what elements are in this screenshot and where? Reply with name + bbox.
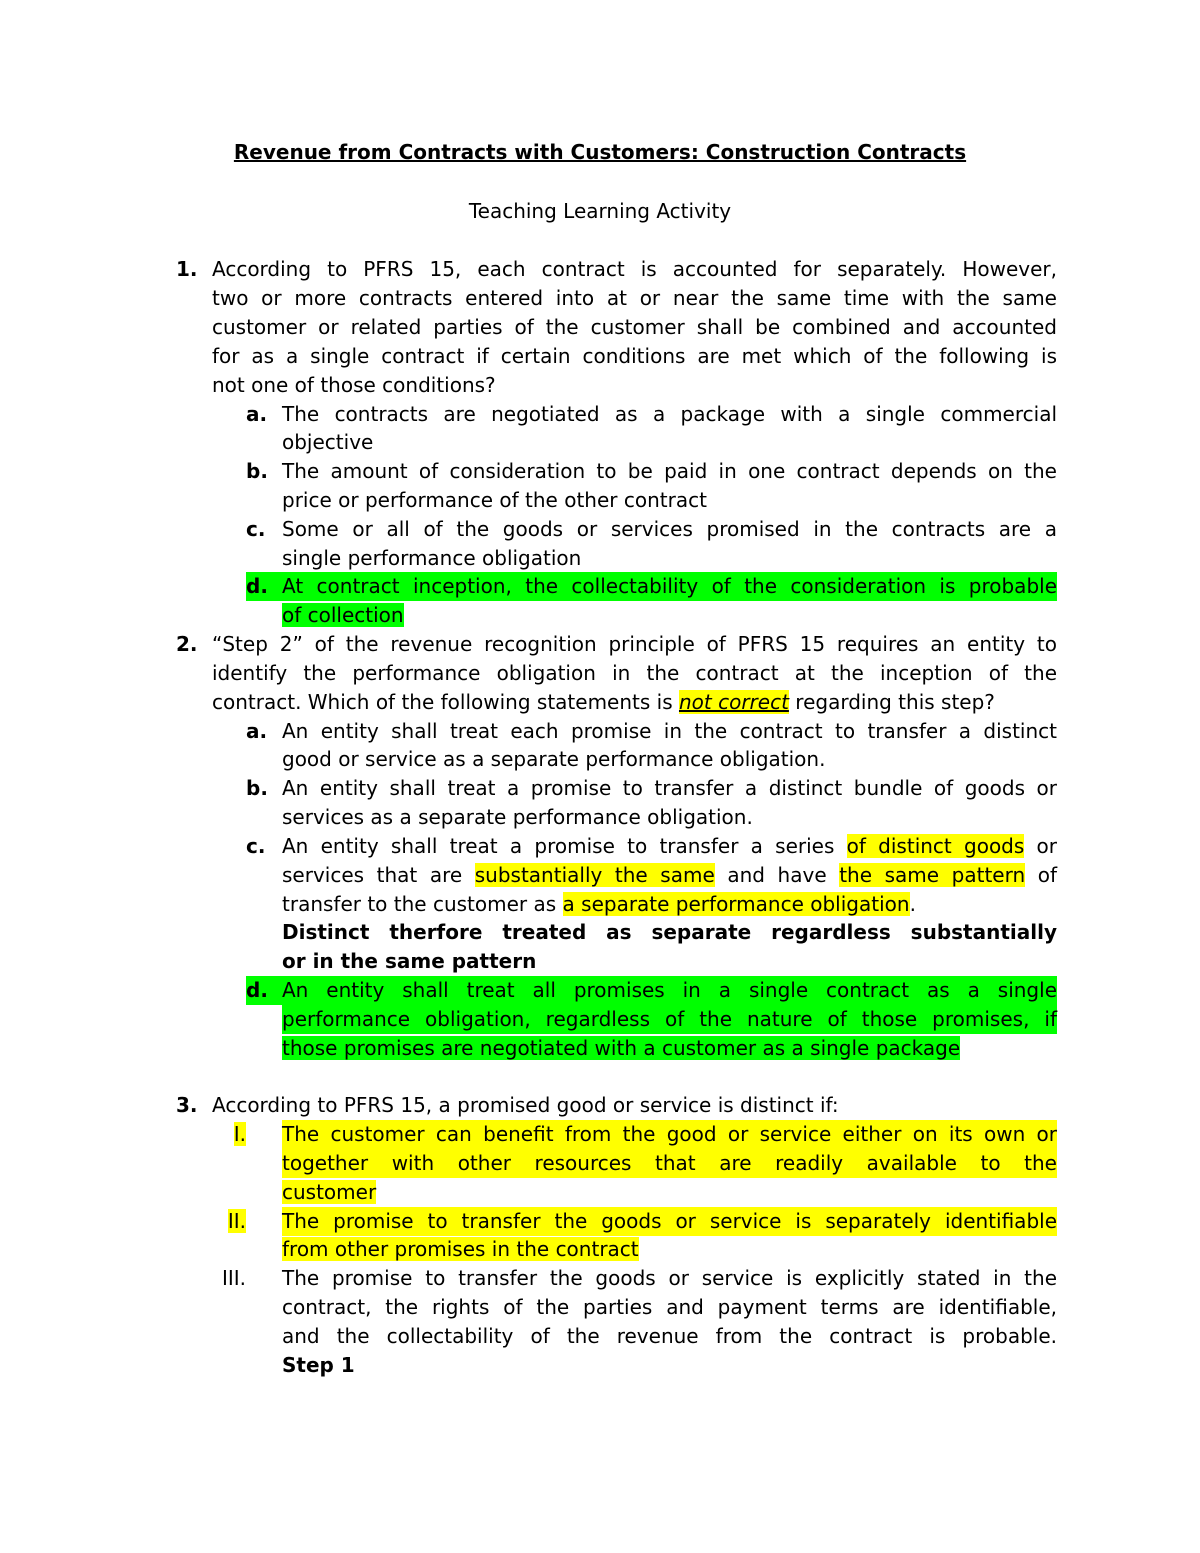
option-letter: b. — [246, 459, 268, 483]
question-text-line: According to PFRS 15, a promised good or service is distinct if: — [212, 1093, 839, 1117]
annotation-note: or in the same pattern — [282, 949, 537, 973]
highlighted-text: a separate performance obligation — [562, 892, 910, 916]
text-run: regarding this step? — [788, 690, 995, 714]
highlighted-text: from other promises in the contract — [282, 1237, 639, 1261]
highlighted-text: II. — [227, 1209, 246, 1233]
option-text-line — [282, 861, 1057, 890]
statement-text-line: The customer can benefit from the good or service either on its own or — [282, 1120, 1057, 1149]
answer-option-text-line — [282, 1034, 960, 1063]
highlighted-text: I. — [233, 1122, 246, 1146]
document-subtitle: Teaching Learning Activity — [468, 199, 732, 223]
question-text-line: for as a single contract if certain conditions are met which of the following is — [212, 344, 1057, 368]
highlighted-text: of collection — [282, 603, 404, 627]
option-letter: a. — [246, 402, 268, 426]
statement-text-line: The promise to transfer the goods or service is explicitly stated in the — [282, 1266, 1057, 1290]
option-text-line: An entity shall treat each promise in the contract to transfer a distinct — [282, 719, 1057, 743]
highlighted-text: substantially the same — [474, 863, 715, 887]
highlighted-text: the same pattern — [839, 863, 1026, 887]
text-run: An entity shall treat a promise to transfer a series — [282, 834, 847, 858]
roman-numeral: III. — [221, 1266, 246, 1290]
answer-option-letter: d. — [246, 976, 282, 1005]
option-text-line: Some or all of the goods or services promised in the contracts are a — [282, 517, 1057, 541]
statement-text-line: The promise to transfer the goods or service is separately identifiable — [282, 1207, 1057, 1236]
statement-text-line: and the collectability of the revenue from the contract is probable. — [282, 1324, 1057, 1348]
question-text-line: identify the performance obligation in the contract at the inception of the — [212, 661, 1057, 685]
option-letter: c. — [246, 834, 266, 858]
answer-option-text-line — [282, 601, 404, 630]
option-text-line: An entity shall treat a promise to transfer a distinct bundle of goods or — [282, 776, 1057, 800]
annotation-note: Step 1 — [282, 1353, 355, 1377]
text-run: transfer to the customer as — [282, 892, 563, 916]
text-run: or — [1024, 834, 1058, 858]
option-letter: c. — [246, 517, 266, 541]
option-letter: b. — [246, 776, 268, 800]
emphasized-text: not correct — [678, 690, 789, 714]
option-text-line — [282, 890, 1057, 919]
roman-numeral — [198, 1120, 246, 1149]
option-text-line: good or service as a separate performance obligation. — [282, 747, 826, 771]
option-letter: a. — [246, 719, 268, 743]
text-run: contract. Which of the following statements is — [212, 690, 679, 714]
option-text-line: price or performance of the other contract — [282, 488, 707, 512]
statement-text-line: together with other resources that are readily available to the — [282, 1149, 1057, 1178]
statement-text-line: contract, the rights of the parties and payment terms are identifiable, — [282, 1295, 1057, 1319]
option-text-line: The contracts are negotiated as a package with a single commercial — [282, 402, 1057, 426]
option-text-line: The amount of consideration to be paid in one contract depends on the — [282, 459, 1057, 483]
question-text-line — [212, 688, 1057, 717]
text-run: of — [1025, 863, 1057, 887]
question-number: 1. — [176, 257, 198, 281]
option-text-line: objective — [282, 430, 374, 454]
answer-option-letter: d. — [246, 572, 282, 601]
document-title: Revenue from Contracts with Customers: Construction Contracts — [233, 140, 967, 164]
question-text-line: “Step 2” of the revenue recognition principle of PFRS 15 requires an entity to — [212, 632, 1057, 656]
annotation-note: Distinct therfore treated as separate regardless substantially — [282, 920, 1057, 944]
question-number: 3. — [176, 1093, 198, 1117]
answer-option-text-line: An entity shall treat all promises in a single contract as a single — [282, 976, 1057, 1005]
question-text-line: According to PFRS 15, each contract is accounted for separately. However, — [212, 257, 1057, 281]
text-run: services that are — [282, 863, 475, 887]
question-text-line: customer or related parties of the customer shall be combined and accounted — [212, 315, 1057, 339]
highlighted-text: those promises are negotiated with a customer as a single package — [282, 1036, 961, 1060]
question-text-line: two or more contracts entered into at or near the same time with the same — [212, 286, 1057, 310]
answer-option-text-line: performance obligation, regardless of the nature of those promises, if — [282, 1005, 1057, 1034]
option-text-line — [282, 832, 1057, 861]
roman-numeral — [198, 1207, 246, 1236]
option-text-line: services as a separate performance obligation. — [282, 805, 753, 829]
text-run: . — [909, 892, 916, 916]
answer-option-text-line: At contract inception, the collectability of the consideration is probable — [282, 572, 1057, 601]
highlighted-text: of distinct goods — [846, 834, 1025, 858]
question-text-line: not one of those conditions? — [212, 373, 496, 397]
text-run: and have — [714, 863, 840, 887]
option-text-line: single performance obligation — [282, 546, 582, 570]
question-number: 2. — [176, 632, 198, 656]
statement-text-line — [282, 1178, 376, 1207]
statement-text-line — [282, 1235, 639, 1264]
highlighted-text: customer — [282, 1180, 377, 1204]
